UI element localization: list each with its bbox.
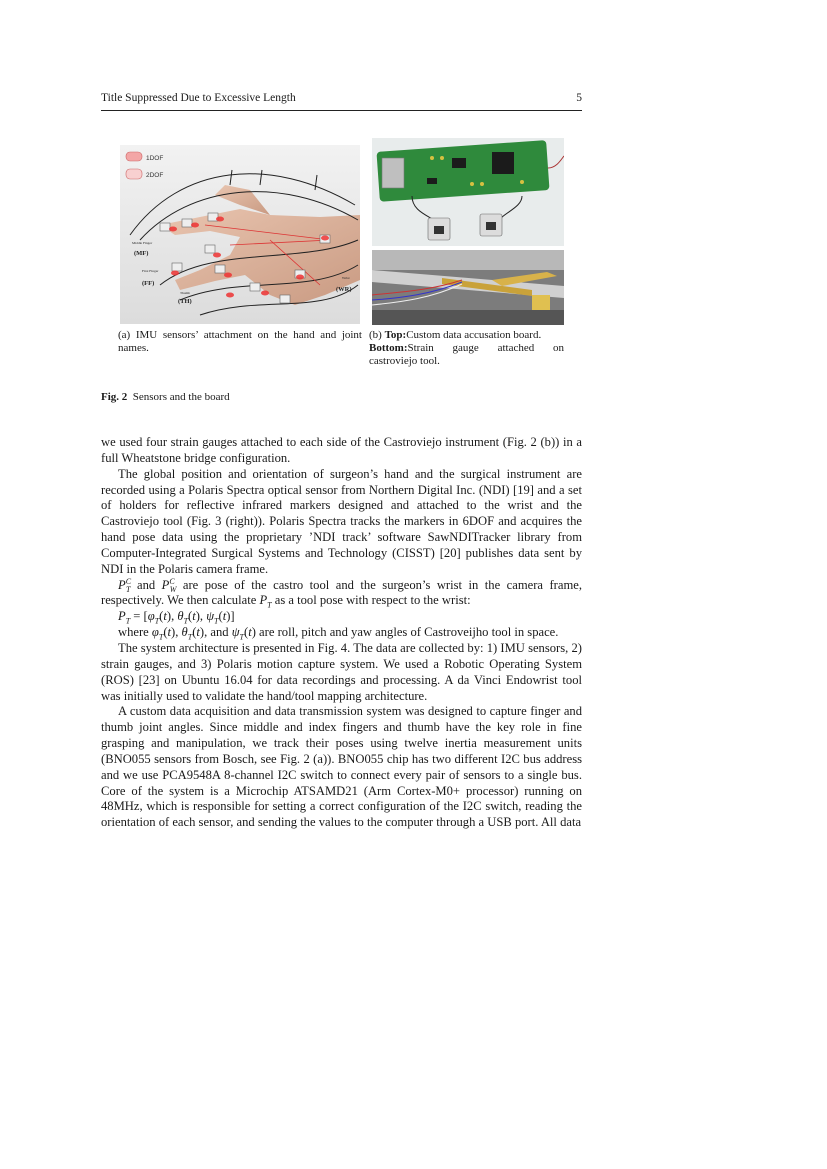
- subcaption-b-bottom-label: Bottom:: [369, 342, 408, 354]
- subcaption-b-prefix: (b): [369, 329, 382, 341]
- paragraph-6: A custom data acquisition and data transmission system was designed to capture finger and thumb joint angles. Since middle and index fingers and thumb have the key role in fine grasping and manipulation, we track their poses using twelve inertia measurement units (BNO055 sensors from Bosch, see Fig. 2 (a)). BNO055 chip has two different I2C bus address and we use PCA9548A 8-channel I2C switch to connect every pair of sensors to a single bus. Core of the system is a Microchip ATSAMD21 (Arm Cortex-M0+ processor) running on 48MHz, which is responsible for setting a correct configuration of the I2C switch, reading the orientation of each sensor, and sending the values to the computer through a USB port. All data: [101, 704, 582, 830]
- figure-caption: [101, 391, 230, 403]
- figure-label: Fig. 2: [101, 391, 128, 403]
- svg-text:2DOF: 2DOF: [146, 172, 164, 179]
- svg-text:1DOF: 1DOF: [146, 155, 164, 162]
- label-middle-finger: Middle Finger: [132, 241, 153, 245]
- subcaption-b-top-text: Custom data accusation board.: [406, 329, 542, 341]
- label-mf: (MF): [134, 250, 149, 257]
- running-header: [101, 92, 582, 111]
- figure-caption-text: Sensors and the board: [132, 391, 230, 403]
- paragraph-3: $P^C_T$ and $P^C_W$ are pose of the castro tool and the surgeon’s wrist in the camera frame, respectively. We then calculate $P_T$ as a tool pose with respect to the wrist:: [101, 576, 582, 610]
- subcaption-b-top-label: Top:: [384, 329, 407, 341]
- label-first-finger: First Finger: [142, 269, 159, 273]
- math-pwc: $P^C_W$: [161, 576, 177, 595]
- paragraph-4: where $\varphi_T(t)$, $\theta_T(t)$, and $\psi_T(t)$ are roll, pitch and yaw angles of Castroveijho tool in space.: [118, 625, 559, 642]
- label-ff: (FF): [142, 280, 155, 287]
- label-thumb: Thumb: [180, 291, 191, 295]
- paragraph-1: we used four strain gauges attached to each side of the Castroviejo instrument (Fig. 2 (b)) in a full Wheatstone bridge configuration.: [101, 435, 582, 465]
- hand-imu-photo: [120, 145, 360, 324]
- strain-gauge-photo: [372, 250, 564, 325]
- math-ptc: $P^C_T$: [118, 576, 132, 595]
- subcaption-b-bottom-text: Strain gauge attached on castroviejo tool.: [369, 342, 564, 367]
- equation-tool-pose: $P_T = [\varphi_T(t)$, $\theta_T(t)$, $\psi_T(t)$]: [118, 609, 235, 626]
- subcaption-a: (a) IMU sensors’ attachment on the hand and joint names.: [118, 329, 362, 354]
- custom-board-photo: [372, 138, 564, 246]
- body-text: [101, 435, 582, 831]
- subcaption-b: [369, 329, 564, 368]
- label-wr: (WR): [336, 286, 352, 293]
- label-th: (TH): [178, 298, 192, 305]
- label-wrist: Wrist: [342, 276, 350, 280]
- page-number: 5: [576, 92, 582, 104]
- paragraph-5: The system architecture is presented in Fig. 4. The data are collected by: 1) IMU sensors, 2) strain gauges, and 3) Polaris motion capture system. We used a Robotic Operating System (ROS) [23] on Ubuntu 16.04 for data recordings and processing. A da Vinci Endowrist tool was initially used to validate the hand/tool mapping architecture.: [101, 640, 582, 703]
- math-pt: $P_T$: [259, 593, 272, 610]
- running-title: Title Suppressed Due to Excessive Length: [101, 92, 296, 104]
- paragraph-2: The global position and orientation of surgeon’s hand and the surgical instrument are recorded using a Polaris Spectra optical sensor from Northern Digital Inc. (NDI) [19] and a set of holders for reflective infrared markers designed and attached to the wrist and the Castroviejo tool (Fig. 3 (right)). Polaris Spectra tracks the markers in 6DOF and acquires the hand pose data using the proprietary ’NDI track’ software SawNDITracker library from Computer-Integrated Surgical Systems and Technology (CISST) [20] publishes data sent by NDI in the Polaris camera frame.: [101, 466, 582, 576]
